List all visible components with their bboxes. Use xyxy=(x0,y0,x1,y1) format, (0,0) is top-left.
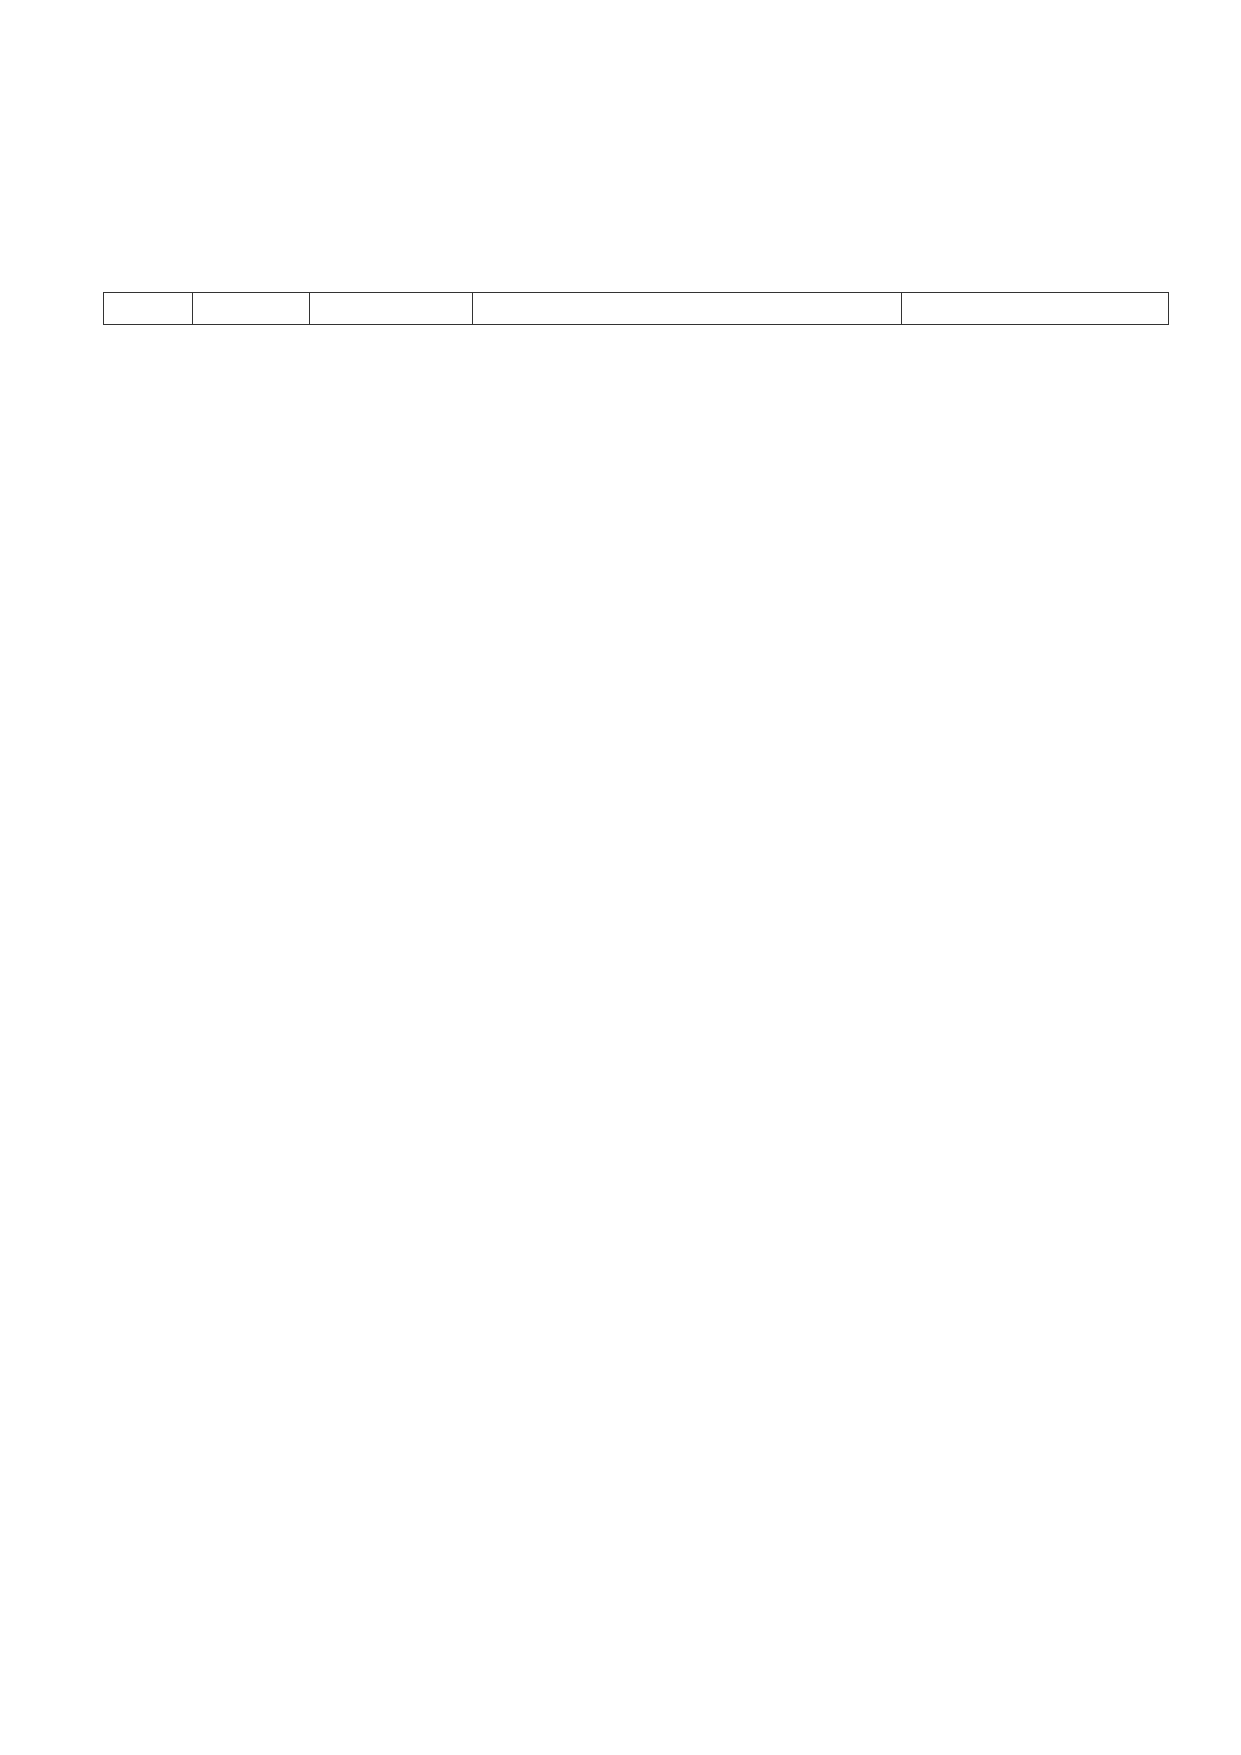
hands-top-border xyxy=(0,0,1241,280)
header-date xyxy=(193,293,310,325)
header-place xyxy=(902,293,1169,325)
table-header-row xyxy=(104,293,1169,325)
hands-bottom-border xyxy=(0,1490,1241,1755)
header-name xyxy=(473,293,902,325)
header-time xyxy=(310,293,473,325)
header-num xyxy=(104,293,193,325)
events-table xyxy=(103,292,1169,325)
